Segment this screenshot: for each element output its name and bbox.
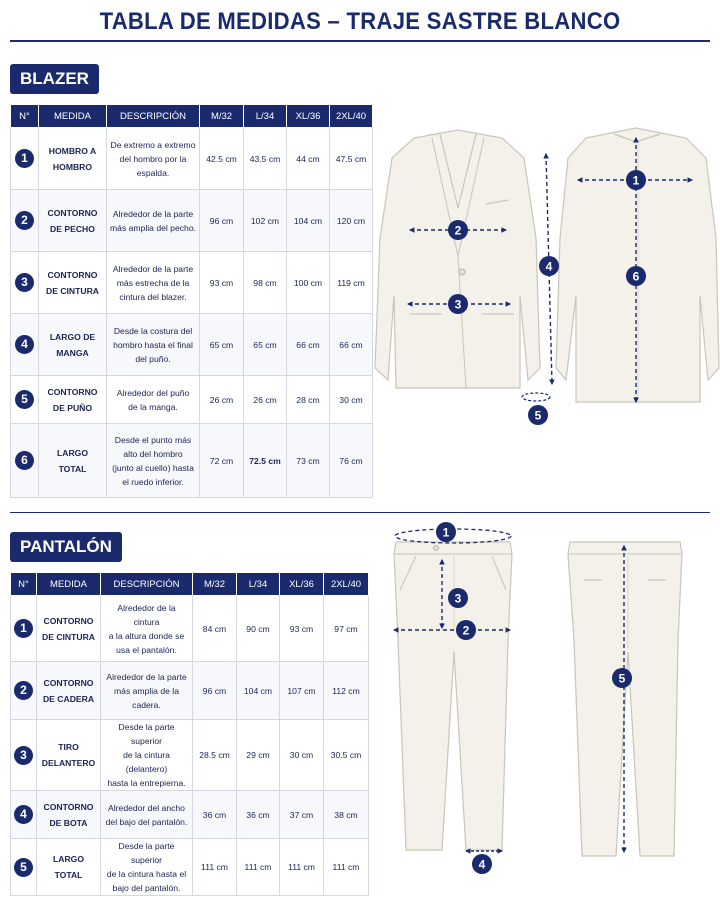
number-badge: 3 xyxy=(14,746,33,765)
size-value-cell: 119 cm xyxy=(330,252,373,314)
description-cell xyxy=(107,190,200,252)
description-line: Desde la parte superior xyxy=(118,841,175,865)
measure-name-line: CONTORNO xyxy=(47,386,98,397)
description-line: a la altura donde se xyxy=(108,630,185,641)
description-line: espalda. xyxy=(136,167,170,178)
measure-name-line: DELANTERO xyxy=(41,758,96,768)
number-badge: 5 xyxy=(14,858,33,877)
description-line: Alrededor de la cintura xyxy=(117,602,176,627)
size-value-cell: 65 cm xyxy=(200,314,244,376)
size-value-cell: 97 cm xyxy=(324,596,369,662)
marker-4 xyxy=(539,256,559,276)
description-cell xyxy=(107,252,200,314)
size-value-cell: 30 cm xyxy=(280,720,324,791)
number-badge: 2 xyxy=(15,211,34,230)
description-cell xyxy=(101,791,193,839)
number-badge: 4 xyxy=(14,805,33,824)
measure-name-cell xyxy=(37,662,101,720)
row-number-cell xyxy=(11,424,39,498)
size-value-cell: 104 cm xyxy=(237,662,280,720)
size-value-cell: 84 cm xyxy=(193,596,237,662)
measure-name-cell xyxy=(39,376,107,424)
blazer-measurement-table xyxy=(10,104,373,498)
size-value-cell: 44 cm xyxy=(287,128,330,190)
table-body xyxy=(11,596,369,896)
size-value-cell: 36 cm xyxy=(193,791,237,839)
column-header: M/32 xyxy=(200,105,244,128)
svg-text:4: 4 xyxy=(545,259,553,274)
measure-name-line: LARGO DE xyxy=(49,331,96,342)
svg-text:1: 1 xyxy=(442,525,450,540)
description-line: el ruedo inferior. xyxy=(122,476,184,487)
description-line: De extremo a extremo xyxy=(110,139,196,150)
description-line: alto del hombro xyxy=(123,448,183,459)
row-number-cell xyxy=(11,791,37,839)
number-badge: 5 xyxy=(15,390,34,409)
size-value-cell: 30 cm xyxy=(330,376,373,424)
measure-name-cell xyxy=(37,596,101,662)
size-value-cell: 107 cm xyxy=(280,662,324,720)
marker-1 xyxy=(626,170,646,190)
measure-name-line: CONTORNO xyxy=(43,615,94,626)
row-number-cell xyxy=(11,720,37,791)
description-line: del puño. xyxy=(135,353,171,364)
size-value-cell: 26 cm xyxy=(200,376,244,424)
svg-text:5: 5 xyxy=(618,671,626,686)
size-value-cell: 76 cm xyxy=(330,424,373,498)
measure-name-line: DE CINTURA xyxy=(46,285,99,296)
marker-5 xyxy=(612,668,632,688)
column-header: DESCRIPCIÓN xyxy=(107,105,200,128)
column-header: N° xyxy=(11,105,39,128)
measure-name-line: CONTORNO xyxy=(43,677,94,688)
size-value-cell: 102 cm xyxy=(244,190,287,252)
measure-name-cell xyxy=(37,791,101,839)
size-value-cell: 96 cm xyxy=(200,190,244,252)
description-line: cadera. xyxy=(132,699,161,710)
description-line: Desde la costura del xyxy=(113,325,193,336)
size-value-cell: 26 cm xyxy=(244,376,287,424)
table-row xyxy=(11,791,369,839)
size-value-cell: 36 cm xyxy=(237,791,280,839)
row-number-cell xyxy=(11,376,39,424)
section-label-pantalon: PANTALÓN xyxy=(10,532,122,562)
description-line: Alrededor del ancho xyxy=(108,802,185,813)
size-value-cell: 42.5 cm xyxy=(200,128,244,190)
measure-name-line: CONTORNO xyxy=(47,207,98,218)
table-row xyxy=(11,376,373,424)
size-value-cell: 29 cm xyxy=(237,720,280,791)
description-line: más amplia de la xyxy=(114,685,179,696)
description-cell xyxy=(101,839,193,896)
blazer-illustration xyxy=(370,118,720,428)
size-value-cell: 66 cm xyxy=(287,314,330,376)
description-line: hasta la entrepierna. xyxy=(107,778,186,788)
pantalon-front-icon xyxy=(394,542,512,850)
size-value-cell: 93 cm xyxy=(280,596,324,662)
measure-name-cell xyxy=(39,128,107,190)
row-number-cell xyxy=(11,662,37,720)
column-header: XL/36 xyxy=(287,105,330,128)
description-line: Alrededor de la parte xyxy=(112,208,194,219)
measure-name-line: CONTORNO xyxy=(43,801,94,812)
description-line: del hombro por la xyxy=(119,153,187,164)
measure-name-cell xyxy=(39,252,107,314)
table-header-row xyxy=(11,573,369,596)
measure-name-cell xyxy=(39,190,107,252)
description-cell xyxy=(107,376,200,424)
measure-name-line: TIRO xyxy=(58,742,79,752)
table-row xyxy=(11,190,373,252)
column-header: MEDIDA xyxy=(39,105,107,128)
table-body xyxy=(11,128,373,498)
description-line: Desde el punto más xyxy=(114,434,192,445)
number-badge: 2 xyxy=(14,681,33,700)
blazer-back-icon xyxy=(556,128,719,402)
marker-3 xyxy=(448,588,468,608)
size-value-cell: 66 cm xyxy=(330,314,373,376)
measure-name-cell xyxy=(39,424,107,498)
size-value-cell: 93 cm xyxy=(200,252,244,314)
column-header: M/32 xyxy=(193,573,237,596)
column-header: 2XL/40 xyxy=(324,573,369,596)
size-value-cell: 111 cm xyxy=(193,839,237,896)
measure-name-cell xyxy=(37,839,101,896)
measure-name-line: HOMBRO xyxy=(52,161,93,172)
description-line: hombro hasta el final xyxy=(113,339,193,350)
size-value-cell: 111 cm xyxy=(324,839,369,896)
marker-5 xyxy=(528,405,548,425)
description-line: del bajo del pantalón. xyxy=(105,816,188,827)
pantalon-back-icon xyxy=(568,542,682,856)
size-value-cell: 37 cm xyxy=(280,791,324,839)
column-header: N° xyxy=(11,573,37,596)
table-row xyxy=(11,252,373,314)
number-badge: 4 xyxy=(15,335,34,354)
measure-name-line: CONTORNO xyxy=(47,269,98,280)
svg-text:3: 3 xyxy=(454,591,462,606)
size-value-cell: 72 cm xyxy=(200,424,244,498)
description-cell xyxy=(107,128,200,190)
size-value-cell: 43.5 cm xyxy=(244,128,287,190)
description-line: de la manga. xyxy=(128,401,178,412)
row-number-cell xyxy=(11,596,37,662)
size-value-cell: 65 cm xyxy=(244,314,287,376)
column-header: MEDIDA xyxy=(37,573,101,596)
svg-text:3: 3 xyxy=(454,297,462,312)
description-line: más amplia del pecho. xyxy=(110,222,196,233)
row-number-cell xyxy=(11,190,39,252)
number-badge: 6 xyxy=(15,451,34,470)
marker-6 xyxy=(626,266,646,286)
measure-name-line: DE PECHO xyxy=(50,223,95,234)
title-divider xyxy=(10,40,710,42)
page-title: TABLA DE MEDIDAS – TRAJE SASTRE BLANCO xyxy=(99,8,621,35)
size-value-cell: 111 cm xyxy=(280,839,324,896)
pantalon-measurement-table xyxy=(10,572,369,896)
size-value-cell: 28.5 cm xyxy=(193,720,237,791)
marker-1 xyxy=(436,522,456,542)
marker-4 xyxy=(472,854,492,874)
svg-text:6: 6 xyxy=(632,269,640,284)
size-value-cell: 30.5 cm xyxy=(324,720,369,791)
size-value-cell: 112 cm xyxy=(324,662,369,720)
description-line: (junto al cuello) hasta xyxy=(112,462,194,473)
measure-name-line: HOMBRO A xyxy=(48,145,97,156)
description-cell xyxy=(107,424,200,498)
pantalon-illustration xyxy=(380,520,720,880)
description-line: Alrededor de la parte xyxy=(112,263,194,274)
table-row xyxy=(11,720,369,791)
size-value-cell: 90 cm xyxy=(237,596,280,662)
table-row xyxy=(11,662,369,720)
svg-text:5: 5 xyxy=(534,408,542,423)
svg-text:2: 2 xyxy=(462,623,470,638)
size-value-cell: 111 cm xyxy=(237,839,280,896)
description-line: Desde la parte superior xyxy=(118,722,175,746)
description-line: Alrededor de la parte xyxy=(106,671,187,682)
row-number-cell xyxy=(11,839,37,896)
size-value-cell: 72.5 cm xyxy=(244,424,287,498)
number-badge: 1 xyxy=(14,619,33,638)
measure-name-line: MANGA xyxy=(56,347,89,358)
column-header: L/34 xyxy=(237,573,280,596)
size-value-cell: 104 cm xyxy=(287,190,330,252)
measure-name-line: DE CADERA xyxy=(42,693,95,704)
section-label-blazer: BLAZER xyxy=(10,64,99,94)
table-row xyxy=(11,596,369,662)
size-value-cell: 47.5 cm xyxy=(330,128,373,190)
measure-name-line: DE PUÑO xyxy=(52,402,93,413)
svg-text:2: 2 xyxy=(454,223,462,238)
measure-name-line: DE CINTURA xyxy=(42,631,95,642)
description-line: más estrecha de la xyxy=(116,277,190,288)
table-row xyxy=(11,839,369,896)
size-value-cell: 73 cm xyxy=(287,424,330,498)
measure-name-cell xyxy=(37,720,101,791)
description-line: de la cintura hasta el xyxy=(106,869,187,879)
number-badge: 1 xyxy=(15,149,34,168)
section-divider xyxy=(10,512,710,513)
column-header: XL/36 xyxy=(280,573,324,596)
description-line: de la cintura (delantero) xyxy=(123,750,170,774)
marker-2 xyxy=(456,620,476,640)
description-cell xyxy=(107,314,200,376)
measure-name-line: DE BOTA xyxy=(49,817,88,828)
table-row xyxy=(11,314,373,376)
size-value-cell: 100 cm xyxy=(287,252,330,314)
measure-name-cell xyxy=(39,314,107,376)
description-cell xyxy=(101,662,193,720)
description-line: usa el pantalón. xyxy=(116,644,177,655)
marker-3 xyxy=(448,294,468,314)
column-header: 2XL/40 xyxy=(330,105,373,128)
column-header: L/34 xyxy=(244,105,287,128)
table-row xyxy=(11,424,373,498)
measure-name-line: LARGO TOTAL xyxy=(52,854,85,880)
row-number-cell xyxy=(11,314,39,376)
column-header: DESCRIPCIÓN xyxy=(101,573,193,596)
size-value-cell: 96 cm xyxy=(193,662,237,720)
table-row xyxy=(11,128,373,190)
size-value-cell: 28 cm xyxy=(287,376,330,424)
description-line: Alrededor del puño xyxy=(116,387,190,398)
number-badge: 3 xyxy=(15,273,34,292)
blazer-front-icon xyxy=(375,130,540,388)
description-line: cintura del blazer. xyxy=(119,291,187,302)
cuff-ring xyxy=(522,393,550,401)
size-value-cell: 120 cm xyxy=(330,190,373,252)
row-number-cell xyxy=(11,128,39,190)
svg-text:4: 4 xyxy=(478,857,486,872)
row-number-cell xyxy=(11,252,39,314)
size-value-cell: 98 cm xyxy=(244,252,287,314)
svg-text:1: 1 xyxy=(632,173,640,188)
size-value-cell: 38 cm xyxy=(324,791,369,839)
measure-name-line: LARGO TOTAL xyxy=(56,447,89,474)
table-header-row xyxy=(11,105,373,128)
description-cell xyxy=(101,596,193,662)
marker-2 xyxy=(448,220,468,240)
description-cell xyxy=(101,720,193,791)
description-line: bajo del pantalón. xyxy=(112,883,181,893)
